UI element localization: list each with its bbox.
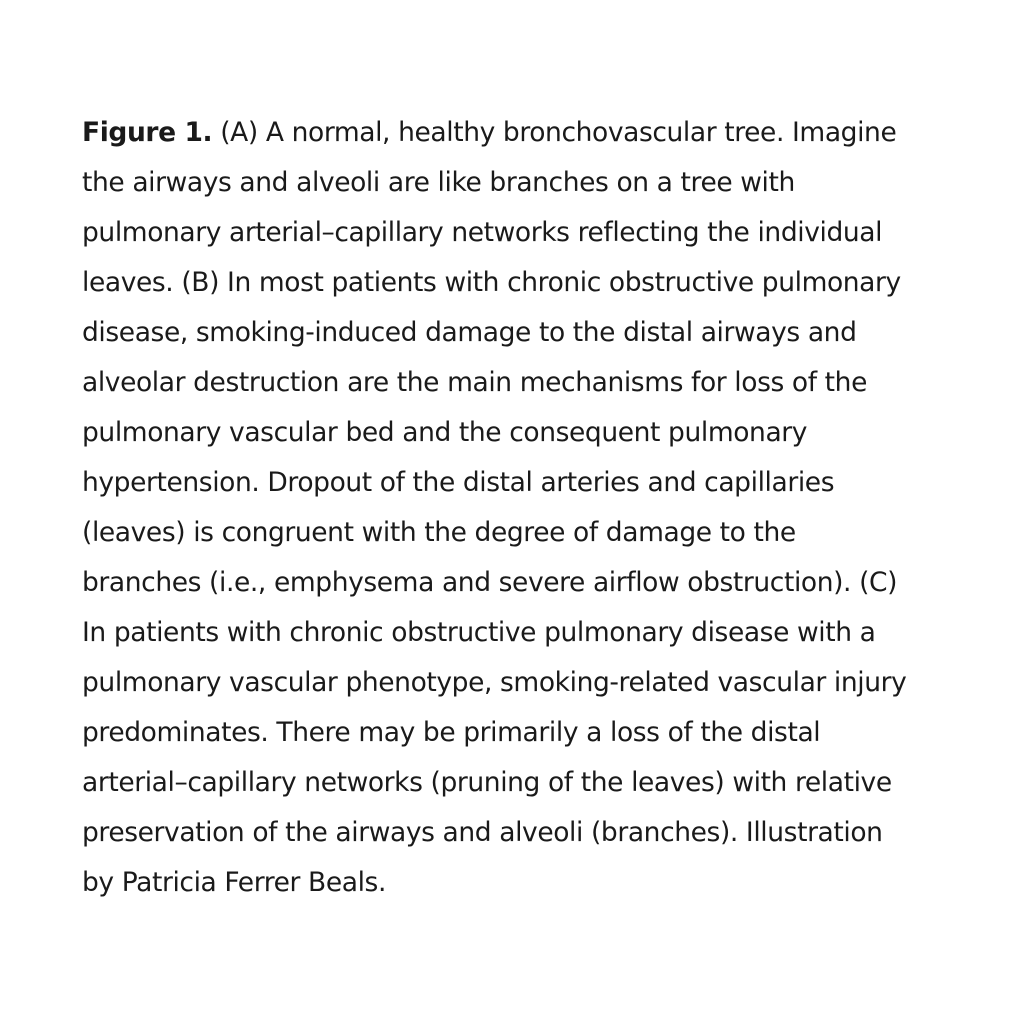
caption-line-1 xyxy=(82,108,942,158)
caption-line-16: by Patricia Ferrer Beals. xyxy=(82,867,386,898)
caption-line-6: alveolar destruction are the main mechanisms for loss of the xyxy=(82,367,867,398)
figure-caption xyxy=(82,108,942,908)
caption-line-3: pulmonary arterial–capillary networks reflecting the individual xyxy=(82,217,883,248)
caption-line-5: disease, smoking-induced damage to the distal airways and xyxy=(82,317,857,348)
caption-line-4: leaves. (B) In most patients with chronic obstructive pulmonary xyxy=(82,267,901,298)
caption-line-13: predominates. There may be primarily a loss of the distal xyxy=(82,717,821,748)
caption-line-7: pulmonary vascular bed and the consequent pulmonary xyxy=(82,417,808,448)
caption-line-10: branches (i.e., emphysema and severe airflow obstruction). (C) xyxy=(82,567,898,598)
caption-line-2: the airways and alveoli are like branches on a tree with xyxy=(82,167,795,198)
caption-line-9: (leaves) is congruent with the degree of damage to the xyxy=(82,517,796,548)
figure-label: Figure 1. xyxy=(82,117,213,148)
caption-line-14: arterial–capillary networks (pruning of the leaves) with relative xyxy=(82,767,892,798)
caption-line-15: preservation of the airways and alveoli (branches). Illustration xyxy=(82,817,883,848)
caption-text: (A) A normal, healthy bronchovascular tree. Imagine xyxy=(212,117,897,148)
caption-line-11: In patients with chronic obstructive pulmonary disease with a xyxy=(82,617,876,648)
caption-line-8: hypertension. Dropout of the distal arteries and capillaries xyxy=(82,467,835,498)
caption-line-12: pulmonary vascular phenotype, smoking-related vascular injury xyxy=(82,667,907,698)
